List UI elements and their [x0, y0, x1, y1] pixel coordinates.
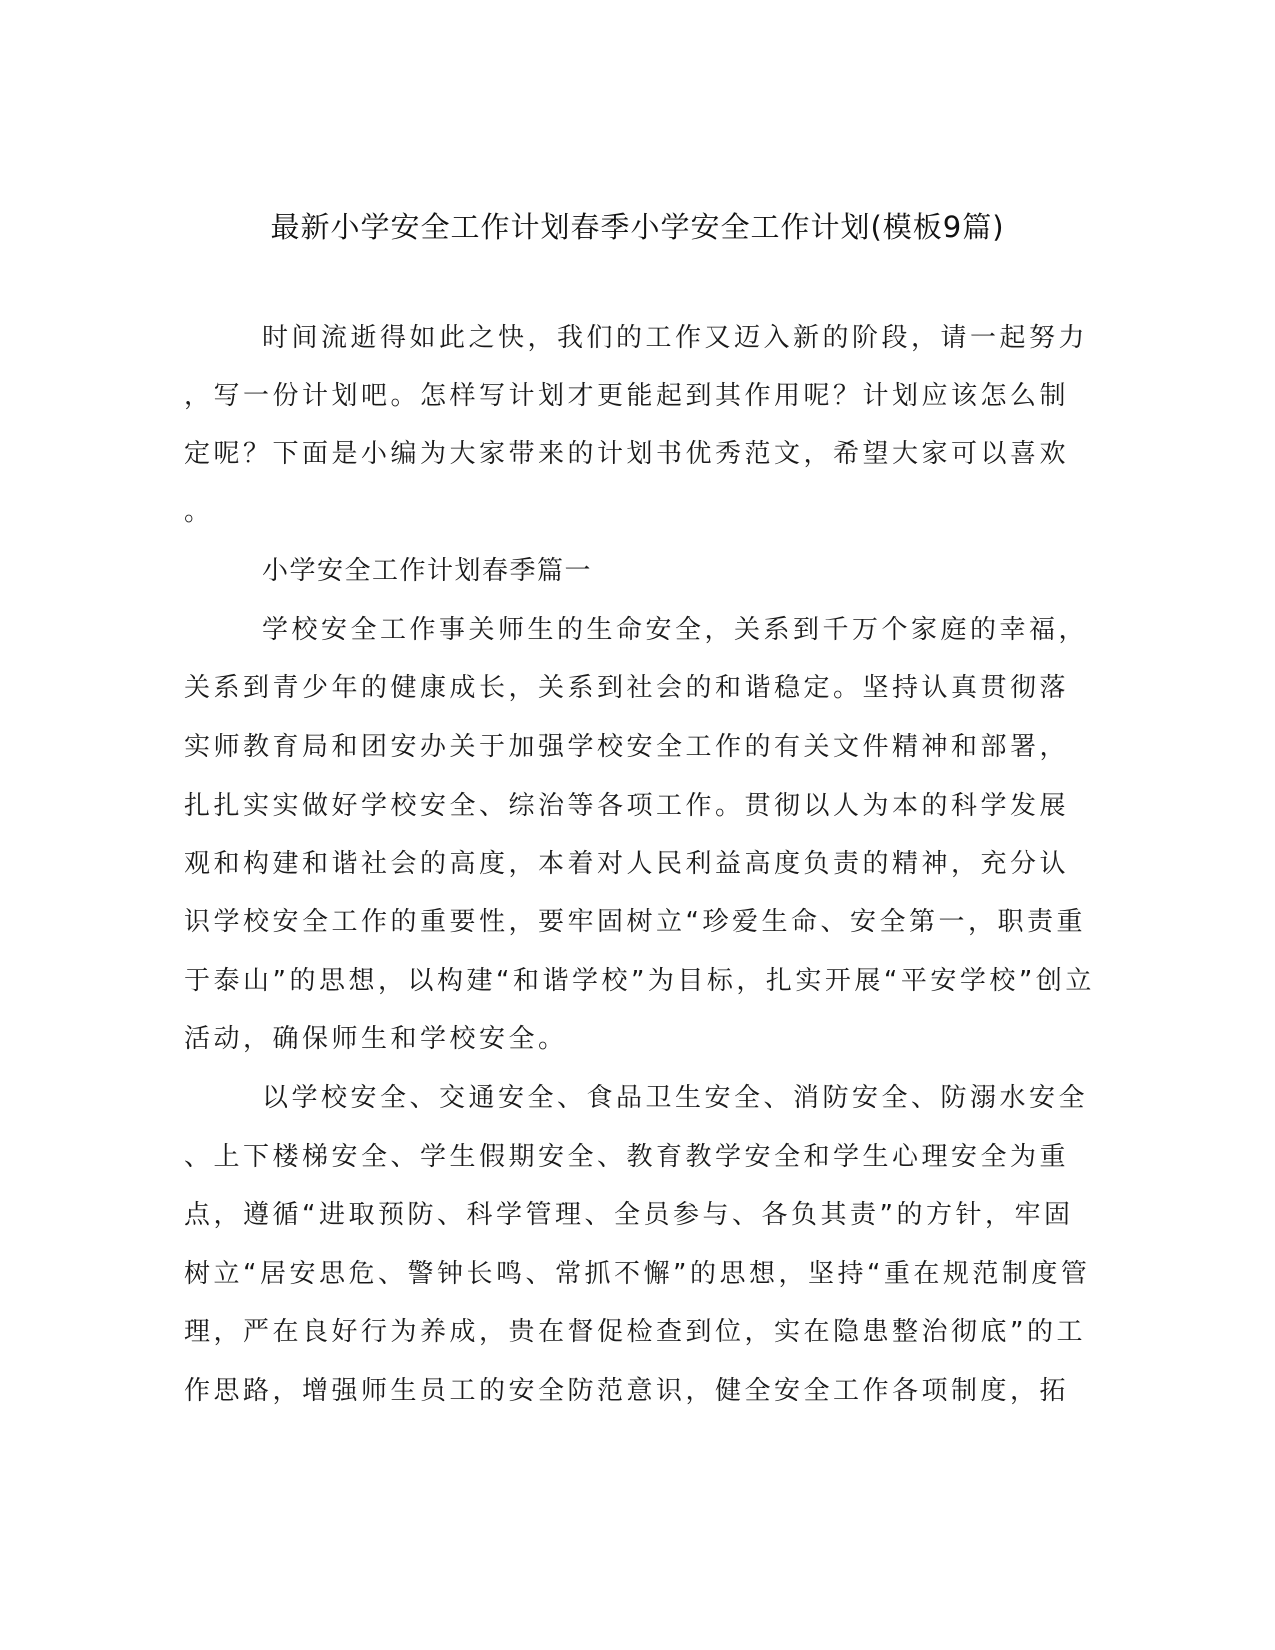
paragraph-line: 关系到青少年的健康成长，关系到社会的和谐稳定。坚持认真贯彻落 — [184, 673, 1070, 703]
paragraph-line: 于泰山”的思想，以构建“和谐学校”为目标，扎实开展“平安学校”创立 — [184, 966, 1095, 996]
paragraph-line: 识学校安全工作的重要性，要牢固树立“珍爱生命、安全第一，职责重 — [184, 907, 1086, 937]
paragraph-line: 实师教育局和团安办关于加强学校安全工作的有关文件精神和部署， — [184, 732, 1070, 762]
intro-line: 。 — [184, 497, 214, 527]
paragraph-line: 观和构建和谐社会的高度，本着对人民利益高度负责的精神，充分认 — [184, 849, 1070, 879]
paragraph-line: 以学校安全、交通安全、食品卫生安全、消防安全、防溺水安全 — [262, 1083, 1089, 1113]
paragraph-line: 活动，确保师生和学校安全。 — [184, 1024, 568, 1054]
paragraph-line: 理，严在良好行为养成，贵在督促检查到位，实在隐患整治彻底”的工 — [184, 1317, 1086, 1347]
paragraph-line: 树立“居安思危、警钟长鸣、常抓不懈”的思想，坚持“重在规范制度管 — [184, 1259, 1091, 1289]
intro-line: 时间流逝得如此之快，我们的工作又迈入新的阶段，请一起努力 — [262, 323, 1089, 353]
paragraph-line: 扎扎实实做好学校安全、综治等各项工作。贯彻以人为本的科学发展 — [184, 791, 1070, 821]
paragraph-line: 、上下楼梯安全、学生假期安全、教育教学安全和学生心理安全为重 — [184, 1142, 1070, 1172]
document-title: 最新小学安全工作计划春季小学安全工作计划(模板9篇) — [270, 210, 1005, 244]
intro-line: ，写一份计划吧。怎样写计划才更能起到其作用呢？计划应该怎么制 — [184, 381, 1070, 411]
section-heading: 小学安全工作计划春季篇一 — [262, 556, 593, 586]
paragraph-line: 学校安全工作事关师生的生命安全，关系到千万个家庭的幸福， — [262, 615, 1089, 645]
intro-line: 定呢？下面是小编为大家带来的计划书优秀范文，希望大家可以喜欢 — [184, 439, 1070, 469]
paragraph-line: 作思路，增强师生员工的安全防范意识，健全安全工作各项制度，拓 — [184, 1376, 1070, 1406]
paragraph-line: 点，遵循“进取预防、科学管理、全员参与、各负其责”的方针，牢固 — [184, 1200, 1074, 1230]
